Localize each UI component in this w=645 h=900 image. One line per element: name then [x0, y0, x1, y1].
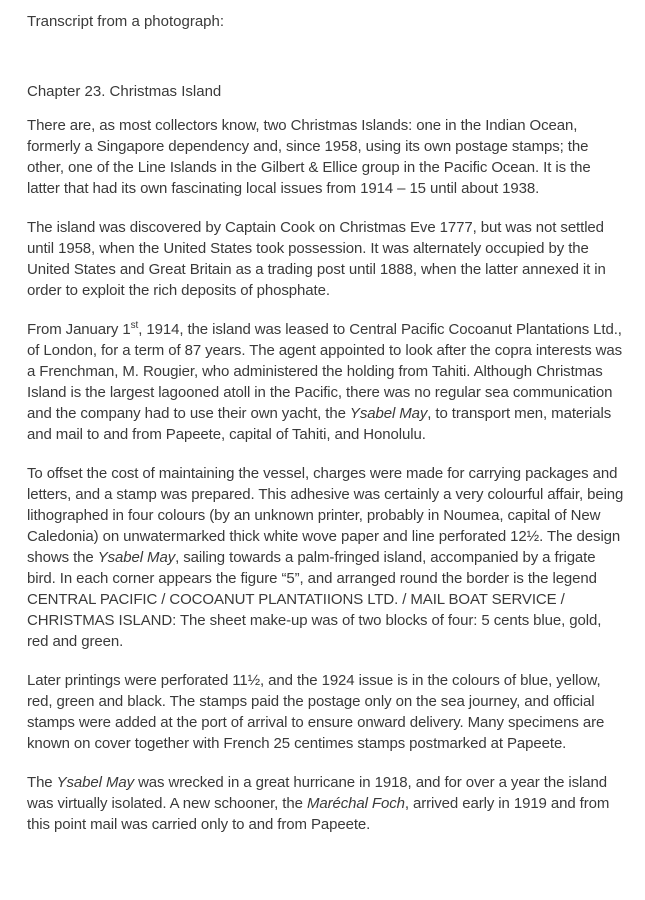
- document-source-note: Transcript from a photograph:: [27, 13, 225, 30]
- paragraph-discovery: The island was discovered by Captain Cook on Christmas Eve 1777, but was not settled until 1958, when the United States took possession. It was alternately occupied by the United States and Great Britain as a trading post until 1888, when the latter annexed it in order to exploit the rich deposits of phosphate.: [27, 219, 606, 299]
- paragraph-intro: There are, as most collectors know, two Christmas Islands: one in the Indian Ocean, formerly a Singapore dependency and, since 1958, using its own postage stamps; the other, one of the Line Islands in the Gilbert & Ellice group in the Pacific Ocean. It is the latter that had its own fascinating local issues from 1914 – 15 until about 1938.: [27, 117, 591, 197]
- paragraph-lease: From January 1st, 1914, the island was leased to Central Pacific Cocoanut Plantations Ltd., of London, for a term of 87 years. The agent appointed to look after the copra interests was a Frenchman, M. Rougier, who administered the holding from Tahiti. Although Christmas Island is the largest lagooned atoll in the Pacific, there was no regular sea communication and the company had to use their own yacht, the Ysabel May, to transport men, materials and mail to and from Papeete, capital of Tahiti, and Honolulu.: [27, 320, 623, 443]
- paragraph-hurricane: The Ysabel May was wrecked in a great hurricane in 1918, and for over a year the island was virtually isolated. A new schooner, the Maréchal Foch, arrived early in 1919 and from this point mail was carried only to and from Papeete.: [27, 774, 610, 833]
- paragraph-stamp-design: To offset the cost of maintaining the vessel, charges were made for carrying packages and letters, and a stamp was prepared. This adhesive was certainly a very colourful affair, being lithographed in four colours (by an unknown printer, probably in Noumea, capital of New Caledonia) on unwatermarked thick white wove paper and line perforated 12½. The design shows the Ysabel May, sailing towards a palm-fringed island, accompanied by a frigate bird. In each corner appears the figure “5”, and arranged round the border is the legend CENTRAL PACIFIC / COCOANUT PLANTATIIONS LTD. / MAIL BOAT SERVICE / CHRISTMAS ISLAND: The sheet make-up was of two blocks of four: 5 cents blue, gold, red and green.: [27, 465, 624, 650]
- paragraph-later-printings: Later printings were perforated 11½, and the 1924 issue is in the colours of blue, yellow, red, green and black. The stamps paid the postage only on the sea journey, and official stamps were added at the port of arrival to ensure onward delivery. Many specimens are known on cover together with French 25 centimes stamps postmarked at Papeete.: [27, 672, 605, 752]
- chapter-heading: Chapter 23. Christmas Island: [27, 83, 222, 100]
